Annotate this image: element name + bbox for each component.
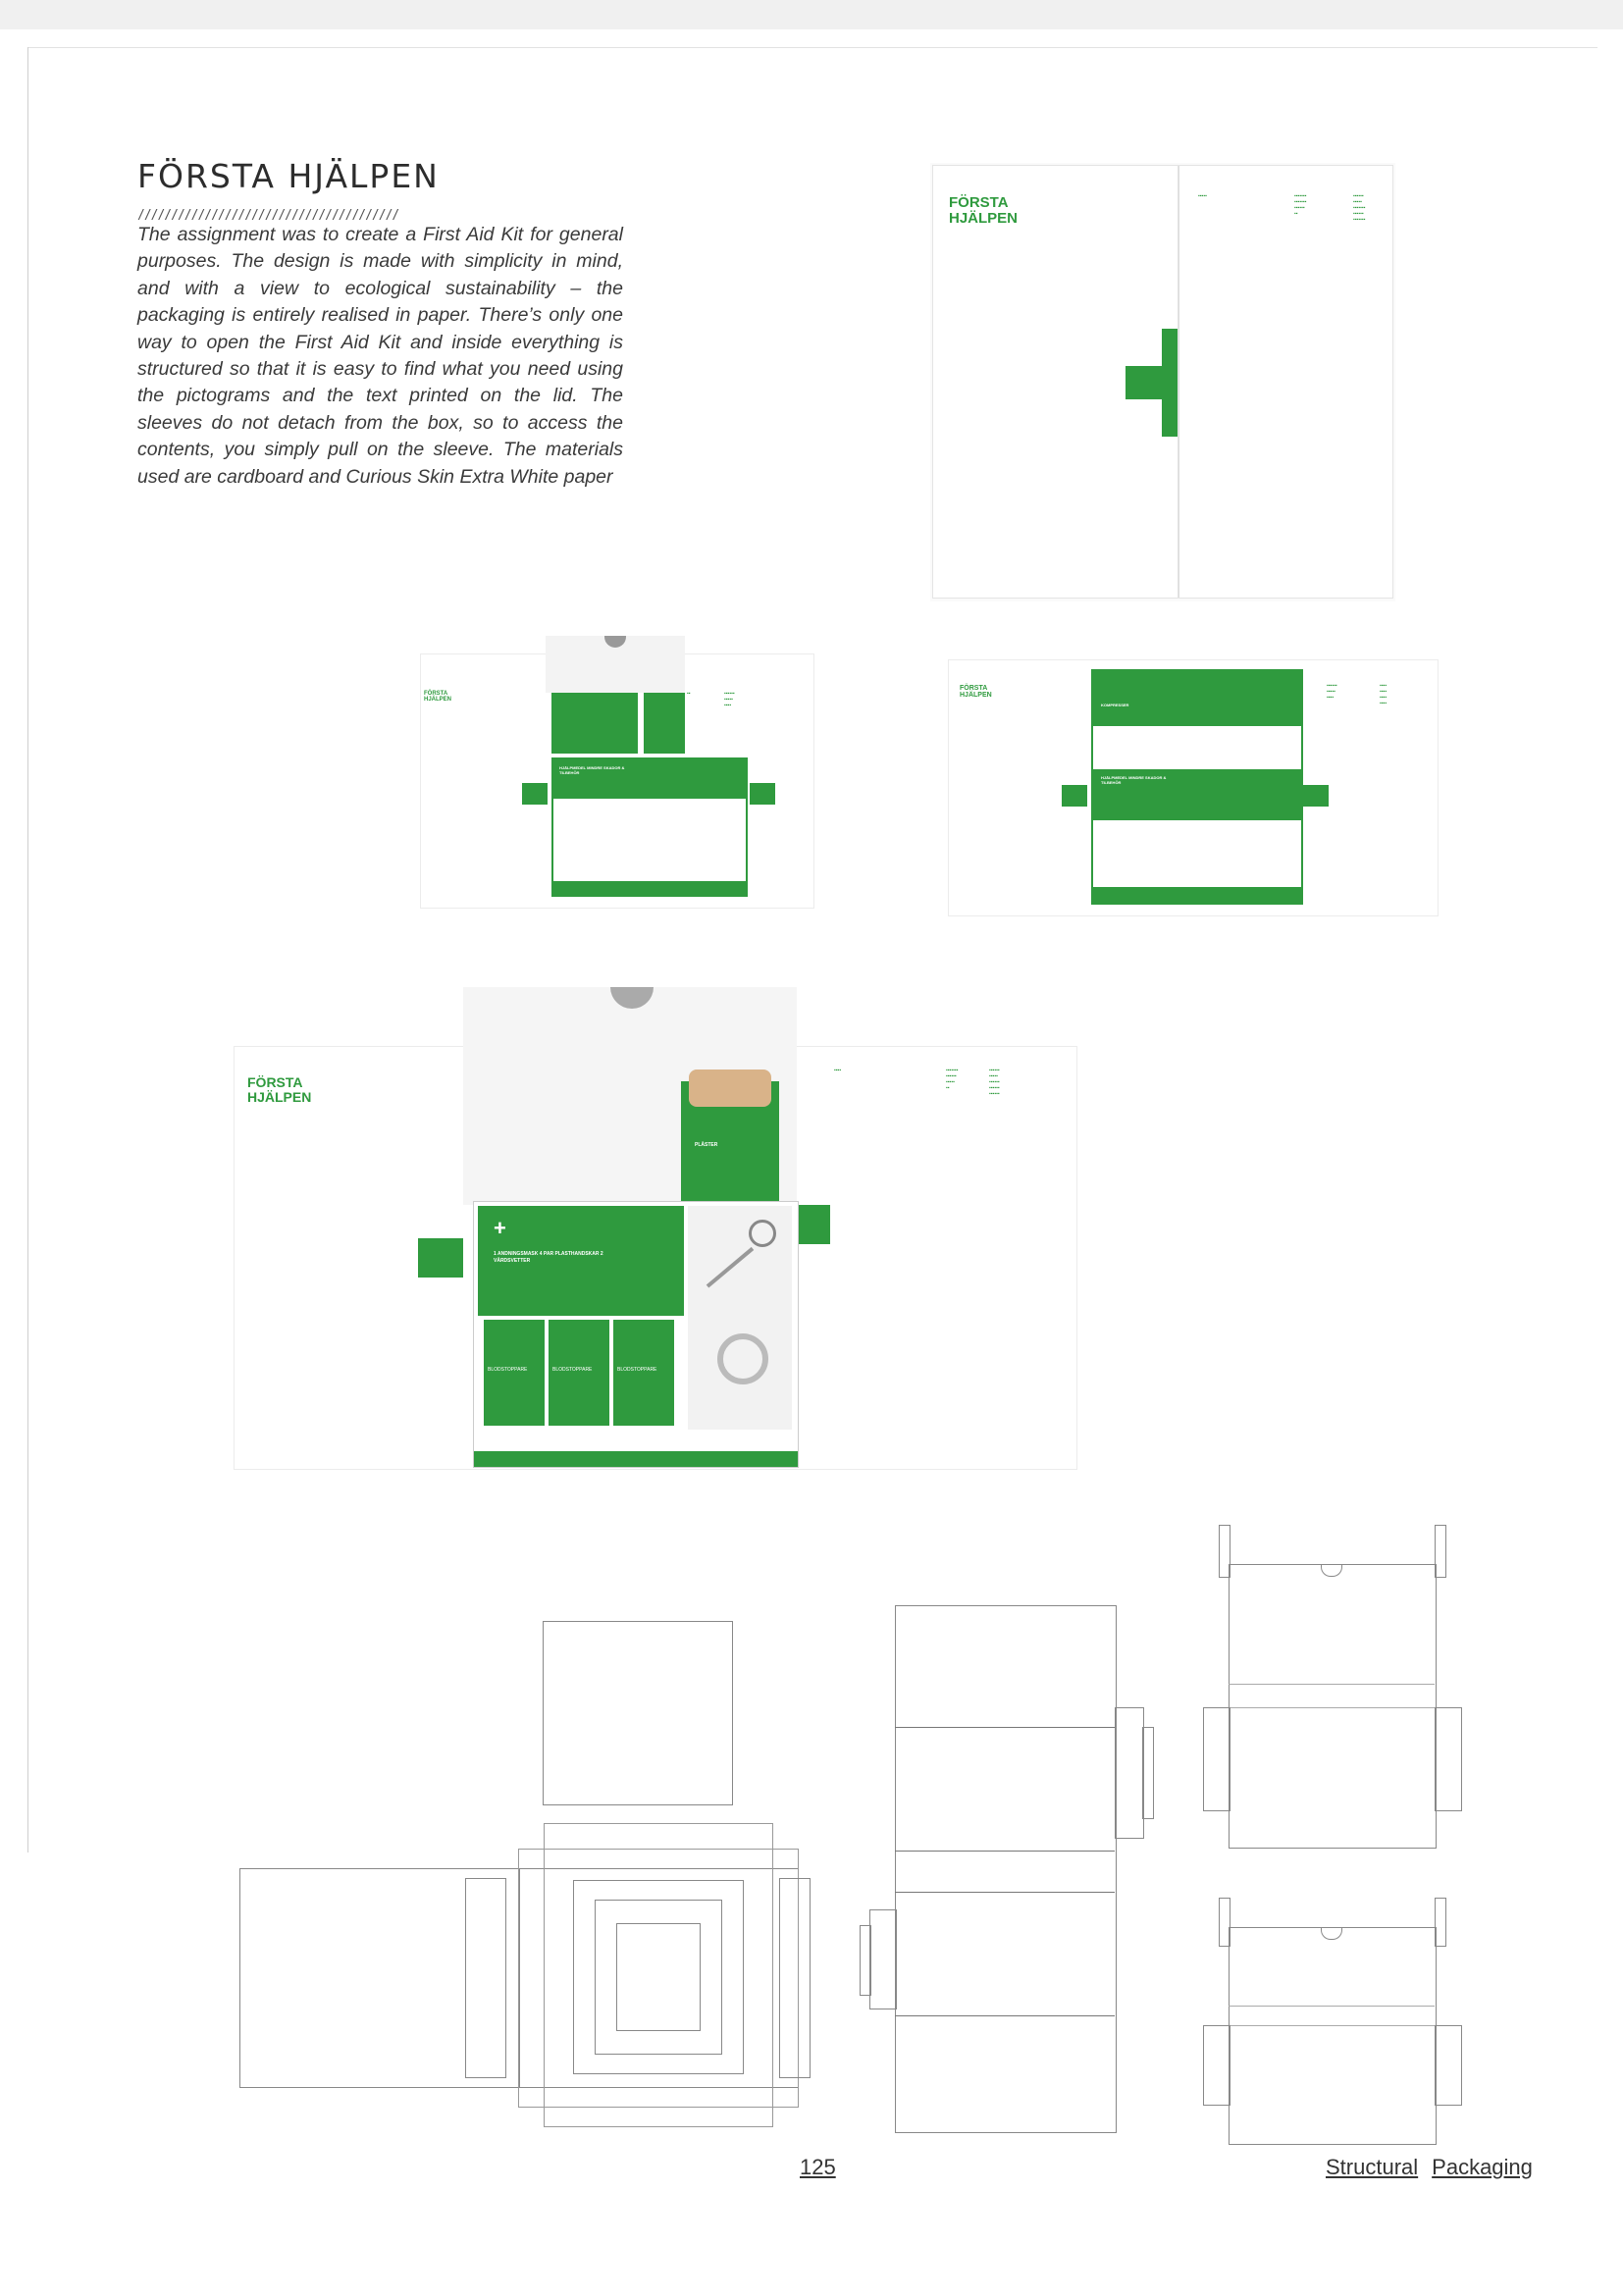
- blodstoppare-pack-2: [549, 1320, 609, 1426]
- scan-top-band: [0, 0, 1623, 29]
- plaster-label: PLÅSTER: [695, 1142, 718, 1148]
- contents-label-line2: HJÄLPEN: [247, 1088, 312, 1105]
- title-underline-slashes: ///////////////////////////////////////: [137, 208, 399, 223]
- andning-pack: + 1 ANDNINGSMASK 4 PAR PLASTHANDSKAR 2 VÅRDSVETTER: [478, 1206, 684, 1316]
- open-kit-a-small-pack-2: [644, 693, 685, 754]
- open-kit-b-mid-label: HJÄLPMEDEL MINDRE SKADOR & TILBEHÖR: [1101, 775, 1167, 785]
- contents-tray: [473, 1201, 799, 1468]
- page-number: 125: [800, 2155, 836, 2179]
- plaster-box: [681, 1081, 779, 1205]
- page-title: FÖRSTA HJÄLPEN: [137, 157, 440, 195]
- dieline-sleeve: [844, 1605, 1168, 2135]
- closed-kit-label-line2: HJÄLPEN: [949, 209, 1019, 227]
- open-kit-b-mid-band: [1093, 769, 1301, 820]
- dieline-box-base: [239, 1621, 814, 2141]
- photo-closed-kit: [930, 163, 1395, 601]
- photo-open-kit-a: FÖRSTA HJÄLPEN HJÄLPMEDEL MINDRE SKADOR & TILBEHÖR ▪▪ ▪▪▪▪▪▪ ▪▪▪▪▪ ▪▪▪▪: [420, 636, 814, 909]
- scissors-compartment: [688, 1206, 792, 1430]
- tape-roll-icon: [717, 1333, 768, 1384]
- closed-kit-label-line1: FÖRSTA: [949, 194, 1009, 211]
- blodstoppare-pack-3: [613, 1320, 674, 1426]
- open-kit-b-label-line2: HJÄLPEN: [960, 692, 992, 700]
- closed-kit-front: [932, 165, 1179, 599]
- scissors-icon: [707, 1247, 755, 1288]
- open-kit-a-small-pack-1: [551, 693, 638, 754]
- scan-left-rule: [27, 47, 28, 1852]
- section-word-2: Packaging: [1432, 2155, 1533, 2179]
- dieline-lid-2: [1199, 1898, 1464, 2143]
- description-paragraph: The assignment was to create a First Aid Kit for general purposes. The design is made with simplicity in mind, and with a view to ecological sustainability – the packaging is entirely realised in paper. There’s only one way to open the First Aid Kit and inside everything is structured so that it is easy to find what you need using the pictograms and the text printed on the lid. The sleeves do not detach from the box, so to access the contents, you simply pull on the sleeve. The materials used are cardboard and Curious Skin Extra White paper: [137, 224, 623, 488]
- photo-open-kit-b: FÖRSTA HJÄLPEN KOMPRESSER HJÄLPMEDEL MINDRE SKADOR & TILBEHÖR ▪▪▪▪▪▪ ▪▪▪▪▪ ▪▪▪▪ ▪▪▪▪ ▪▪▪▪ ▪▪▪▪ ▪▪▪▪: [948, 659, 1439, 916]
- open-kit-b-label-line1: FÖRSTA: [960, 685, 988, 692]
- contents-label-line1: FÖRSTA: [247, 1074, 303, 1090]
- open-kit-a-sleeve: [551, 757, 748, 897]
- open-kit-b-compress-label: KOMPRESSER: [1101, 703, 1129, 707]
- open-kit-a-lid: [546, 636, 685, 693]
- open-kit-b-compress-band: [1093, 671, 1301, 726]
- open-kit-a-label-line2: HJÄLPEN: [424, 697, 452, 704]
- dieline-lid-1: [1199, 1525, 1464, 1878]
- open-kit-a-sleeve-label: HJÄLPMEDEL MINDRE SKADOR & TILBEHÖR: [559, 765, 625, 775]
- closed-kit-back: ▪▪▪▪▪ ▪▪▪▪▪▪▪ ▪▪▪▪▪▪▪ ▪▪▪▪▪▪ ▪▪ ▪▪▪▪▪▪ ▪▪▪▪▪ ▪▪▪▪▪▪▪ ▪▪▪▪▪▪ ▪▪▪▪▪▪▪: [1178, 165, 1393, 599]
- open-kit-a-label-line1: FÖRSTA: [424, 691, 448, 697]
- andning-label: 1 ANDNINGSMASK 4 PAR PLASTHANDSKAR 2 VÅRDSVETTER: [494, 1251, 603, 1264]
- photo-kit-contents: FÖRSTA HJÄLPEN PLÅSTER + 1 ANDNINGSMASK 4 PAR PLASTHANDSKAR 2 VÅRDSVETTER BLODSTOPPARE BLODSTOPPARE BLODSTOPPARE ▪▪▪▪ ▪▪▪▪▪▪▪ ▪▪▪▪▪▪ ▪▪▪▪▪ ▪▪ ▪▪▪▪▪▪ ▪▪▪▪▪ ▪▪▪▪▪▪ ▪▪▪▪▪▪ ▪▪▪▪▪▪: [234, 987, 1077, 1470]
- blodstoppare-pack-1: [484, 1320, 545, 1426]
- scan-top-rule: [27, 47, 1597, 48]
- open-kit-b-box: [1091, 669, 1303, 905]
- blodstoppare-label-2: BLODSTOPPARE: [552, 1367, 593, 1373]
- blodstoppare-label-3: BLODSTOPPARE: [617, 1367, 657, 1373]
- blodstoppare-label-1: BLODSTOPPARE: [488, 1367, 528, 1373]
- section-word-1: Structural: [1326, 2155, 1419, 2179]
- section-footer: [1326, 2155, 1533, 2180]
